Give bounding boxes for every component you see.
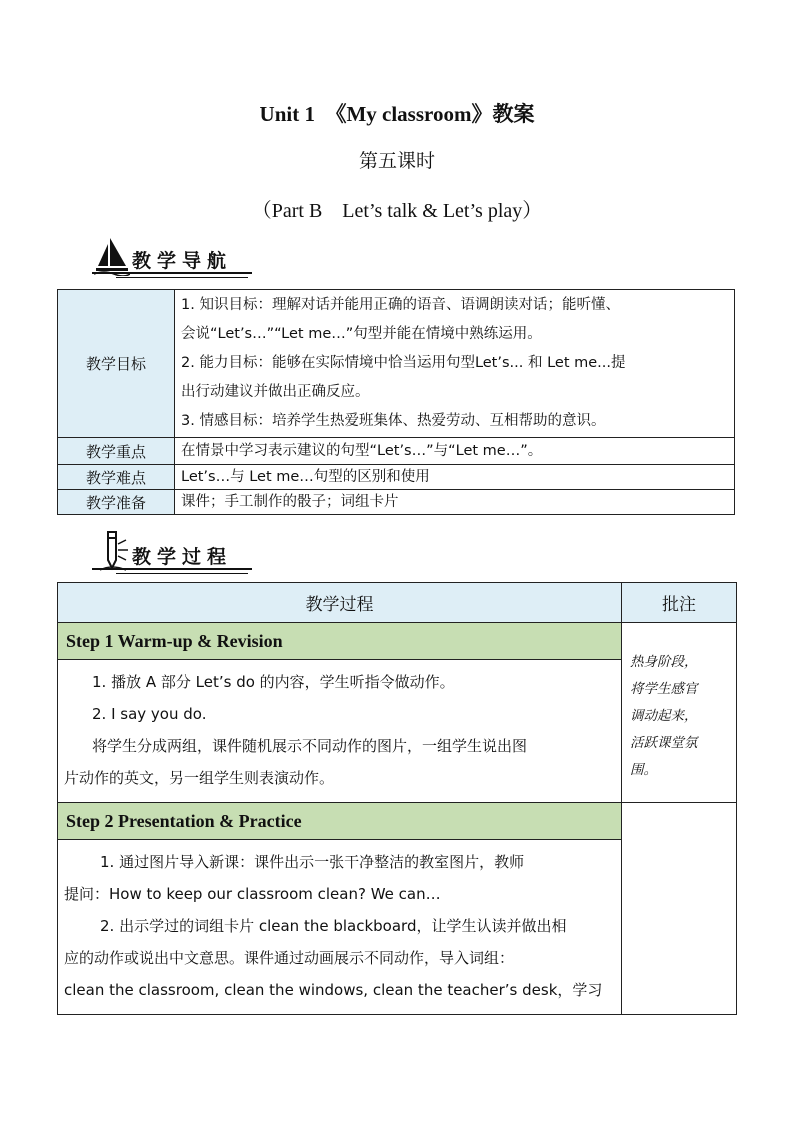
table-row — [58, 623, 737, 660]
step-line: 片动作的英文，另一组学生则表演动作。 — [64, 769, 335, 787]
lesson-part: （Part B Let’s talk & Let’s play） — [251, 200, 543, 222]
step-title: Step 2 Presentation & Practice — [58, 803, 622, 840]
goal-line: 出行动建议并做出正确反应。 — [181, 384, 370, 400]
goal-line: 会说“Let’s…”“Let me…”句型并能在情境中熟练运用。 — [181, 326, 542, 342]
underline — [116, 277, 248, 278]
row-content: 在情景中学习表示建议的句型“Let’s…”与“Let me…”。 — [175, 438, 735, 465]
row-content: Let’s…与 Let me…句型的区别和使用 — [175, 465, 735, 490]
row-header: 教学重点 — [58, 438, 175, 465]
goal-line: 1. 知识目标：理解对话并能用正确的语音、语调朗读对话；能听懂、 — [181, 297, 620, 313]
step-line: 1. 通过图片导入新课：课件出示一张干净整洁的教室图片，教师 — [100, 853, 525, 871]
row-content: 课件；手工制作的骰子；词组卡片 — [175, 490, 735, 515]
table-row — [58, 465, 735, 490]
sailboat-icon — [94, 236, 130, 276]
underline — [92, 272, 252, 274]
goal-line: 2. 能力目标：能够在实际情境中恰当运用句型Let’s... 和 Let me...提 — [181, 355, 626, 371]
annotation-line: 活跃课堂氛 — [630, 735, 698, 751]
step-line: 2. I say you do. — [92, 705, 207, 723]
column-header-note: 批注 — [622, 583, 737, 623]
annotation-cell — [622, 803, 737, 1015]
goal-line: 3. 情感目标：培养学生热爱班集体、热爱劳动、互相帮助的意识。 — [181, 413, 606, 429]
table-row — [58, 803, 737, 840]
step-line: 应的动作或说出中文意思。课件通过动画展示不同动作，导入词组： — [64, 949, 515, 967]
lesson-number: 第五课时 — [358, 150, 435, 172]
step-title: Step 1 Warm-up & Revision — [58, 623, 622, 660]
annotation-line: 将学生感官 — [630, 681, 698, 697]
step-line: 1. 播放 A 部分 Let’s do 的内容，学生听指令做动作。 — [92, 673, 455, 691]
step-content — [58, 840, 622, 1015]
teaching-process-table — [57, 582, 737, 1015]
section-heading-process — [92, 532, 262, 576]
document-title: Unit 1 《My classroom》教案 — [259, 102, 535, 126]
row-header: 教学难点 — [58, 465, 175, 490]
section-label: 教学过程 — [132, 546, 233, 568]
teaching-goals-table — [57, 289, 735, 515]
table-row — [58, 290, 735, 438]
table-row — [58, 438, 735, 465]
annotation-cell — [622, 623, 737, 803]
step-line: 将学生分成两组，课件随机展示不同动作的图片，一组学生说出图 — [92, 737, 528, 755]
row-header: 教学准备 — [58, 490, 175, 515]
step-line: clean the classroom, clean the windows, clean the teacher’s desk，学习 — [64, 981, 603, 999]
column-header-process: 教学过程 — [58, 583, 622, 623]
step-line: 2. 出示学过的词组卡片 clean the blackboard，让学生认读并做出相 — [100, 917, 567, 935]
goals-content — [175, 290, 735, 438]
table-row — [58, 490, 735, 515]
row-header: 教学目标 — [58, 290, 175, 438]
step-content — [58, 660, 622, 803]
section-heading-navigation — [92, 236, 262, 280]
annotation-line: 围。 — [630, 762, 657, 778]
step-line: 提问：How to keep our classroom clean? We can… — [64, 885, 441, 903]
annotation-line: 调动起来， — [630, 708, 698, 724]
section-label: 教学导航 — [132, 250, 233, 272]
underline — [116, 573, 248, 574]
table-header-row — [58, 583, 737, 623]
annotation-line: 热身阶段， — [630, 654, 698, 670]
underline — [92, 568, 252, 570]
